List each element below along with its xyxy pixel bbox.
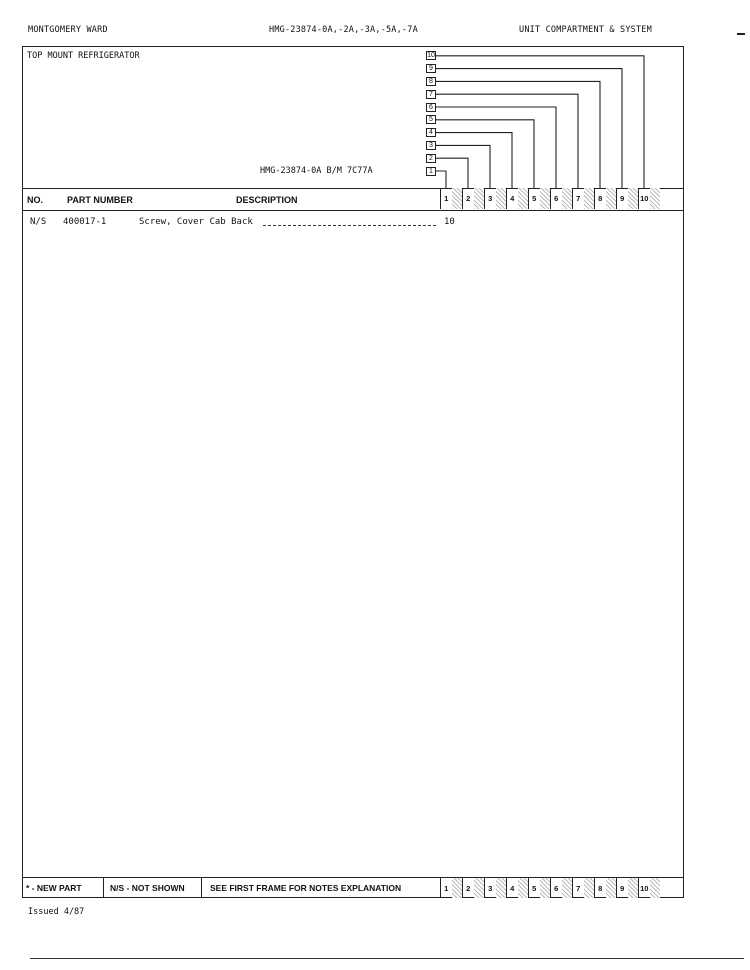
model-column-cell (638, 878, 660, 898)
model-column-hatch (606, 878, 617, 898)
model-column-number: 3 (488, 884, 493, 893)
model-column-cell (616, 878, 638, 898)
row-no: N/S (30, 217, 47, 227)
model-column-number: 5 (532, 884, 537, 893)
model-column-cell (616, 188, 638, 209)
legend-notes: SEE FIRST FRAME FOR NOTES EXPLANATION (210, 883, 402, 893)
model-number-box: 5 (426, 115, 436, 124)
model-column-cell (484, 878, 506, 898)
model-number-box: 1 (426, 167, 436, 176)
model-column-number: 5 (532, 194, 537, 203)
model-column-hatch (650, 188, 661, 209)
model-column-number: 10 (640, 884, 649, 893)
page-bottom-rule (30, 958, 744, 959)
model-number-box: 2 (426, 154, 436, 163)
model-column-cell (528, 188, 550, 209)
model-column-hatch (584, 188, 595, 209)
model-number-box: 8 (426, 77, 436, 86)
brand-name: MONTGOMERY WARD (28, 25, 108, 35)
model-column-hatch (452, 188, 463, 209)
model-leader-line (436, 171, 446, 188)
section-title: UNIT COMPARTMENT & SYSTEM (519, 25, 652, 35)
model-list: HMG-23874-0A,-2A,-3A,-5A,-7A (269, 25, 418, 35)
model-leader-line (436, 120, 534, 188)
model-column-number: 7 (576, 194, 581, 203)
model-column-number: 1 (444, 194, 449, 203)
model-bm-label: HMG-23874-0A B/M 7C77A (260, 166, 373, 176)
model-number-box: 3 (426, 141, 436, 150)
col-no-header: NO. (27, 195, 44, 205)
model-column-number: 10 (640, 194, 649, 203)
model-column-number: 8 (598, 194, 603, 203)
product-title: TOP MOUNT REFRIGERATOR (27, 51, 140, 61)
model-column-hatch (562, 878, 573, 898)
model-column-cell (506, 878, 528, 898)
row-leader-dashes (263, 225, 436, 226)
model-column-hatch (562, 188, 573, 209)
model-column-number: 9 (620, 194, 625, 203)
model-leader-line (436, 145, 490, 188)
col-description-header: DESCRIPTION (236, 195, 298, 205)
model-column-hatch (474, 878, 485, 898)
model-column-number: 7 (576, 884, 581, 893)
legend-new-part: * - NEW PART (26, 883, 82, 893)
model-column-cell (550, 878, 572, 898)
model-column-cell (550, 188, 572, 209)
model-column-hatch (540, 878, 551, 898)
model-column-grid (440, 188, 660, 209)
model-column-cell (594, 188, 616, 209)
model-leader-line (436, 69, 622, 188)
model-column-hatch (452, 878, 463, 898)
model-column-cell (462, 878, 484, 898)
model-column-cell (506, 188, 528, 209)
row-part-number: 400017-1 (63, 217, 107, 227)
model-column-number: 4 (510, 884, 515, 893)
model-leader-line (436, 56, 644, 188)
model-column-cell (528, 878, 550, 898)
model-column-number: 2 (466, 884, 471, 893)
legend-divider (201, 878, 202, 898)
model-number-box: 7 (426, 90, 436, 99)
model-column-hatch (628, 188, 639, 209)
model-column-hatch (606, 188, 617, 209)
model-number-box: 10 (427, 52, 435, 60)
model-column-cell (484, 188, 506, 209)
model-column-number: 2 (466, 194, 471, 203)
model-column-number: 3 (488, 194, 493, 203)
model-column-cell (594, 878, 616, 898)
model-column-number: 6 (554, 884, 559, 893)
model-column-cell (462, 188, 484, 209)
model-leader-line (436, 94, 578, 188)
model-column-hatch (650, 878, 661, 898)
model-column-hatch (518, 188, 529, 209)
issued-date: Issued 4/87 (28, 907, 85, 917)
model-column-number: 4 (510, 194, 515, 203)
model-column-hatch (496, 878, 507, 898)
model-number-box: 6 (426, 103, 436, 112)
model-column-hatch (496, 188, 507, 209)
model-leader-line (436, 158, 468, 188)
legend-not-shown: N/S - NOT SHOWN (110, 883, 185, 893)
model-column-cell (440, 188, 462, 209)
row-quantity: 10 (444, 217, 455, 227)
model-column-hatch (474, 188, 485, 209)
model-number-box: 9 (426, 64, 436, 73)
model-column-number: 6 (554, 194, 559, 203)
model-number-box: 4 (426, 128, 436, 137)
model-leader-line (436, 133, 512, 188)
model-column-cell (572, 188, 594, 209)
model-leader-line (436, 107, 556, 188)
model-column-cell (638, 188, 660, 209)
model-column-hatch (584, 878, 595, 898)
model-leader-line (436, 81, 600, 188)
model-column-cell (440, 878, 462, 898)
model-column-hatch (628, 878, 639, 898)
model-column-cell (572, 878, 594, 898)
footer-model-grid (440, 878, 660, 898)
model-column-number: 8 (598, 884, 603, 893)
model-column-number: 1 (444, 884, 449, 893)
model-column-hatch (518, 878, 529, 898)
row-description: Screw, Cover Cab Back (139, 217, 253, 227)
legend-divider (103, 878, 104, 898)
model-column-hatch (540, 188, 551, 209)
col-part-number-header: PART NUMBER (67, 195, 133, 205)
model-column-number: 9 (620, 884, 625, 893)
